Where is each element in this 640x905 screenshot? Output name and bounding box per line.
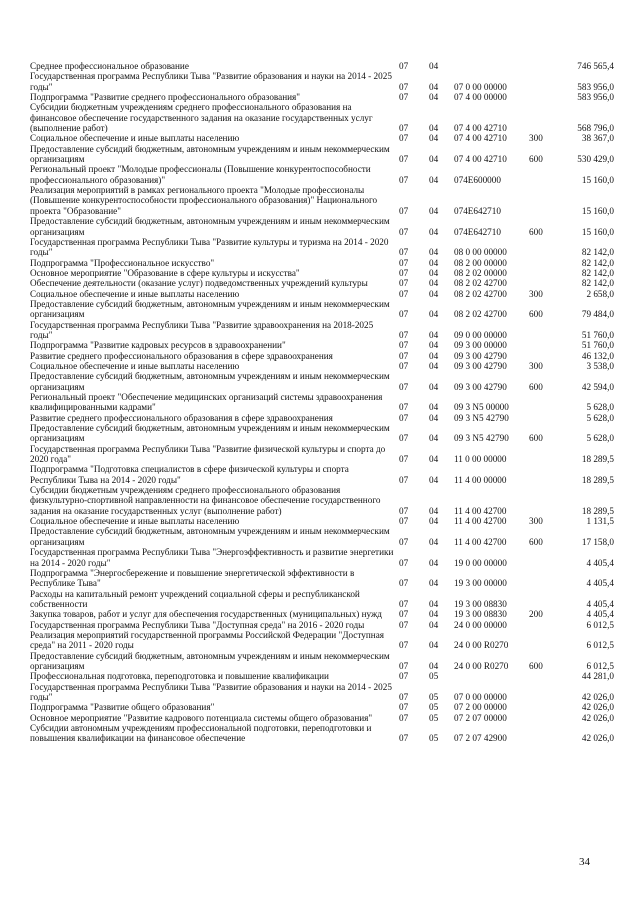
table-row bbox=[30, 526, 614, 547]
row-expense-type: 600 bbox=[529, 536, 543, 547]
table-row bbox=[30, 485, 614, 516]
row-target-article: 11 4 00 42700 bbox=[454, 536, 507, 547]
row-subsection-code: 04 bbox=[429, 133, 439, 144]
row-subsection-code: 04 bbox=[429, 402, 439, 413]
row-amount: 82 142,0 bbox=[581, 257, 614, 268]
row-expense-type bbox=[529, 620, 564, 630]
row-amount: 82 142,0 bbox=[581, 278, 614, 289]
row-subsection-code: 04 bbox=[429, 174, 439, 185]
row-amount: 5 628,0 bbox=[586, 433, 614, 444]
row-name: Региональный проект "Обеспечение медицинских организаций системы здравоохранения квалифицированными кадрами" bbox=[30, 392, 383, 413]
row-section-code: 07 bbox=[399, 505, 409, 516]
row-section-code: 07 bbox=[399, 660, 409, 671]
row-target-article: 19 3 00 00000 bbox=[454, 578, 507, 589]
row-name: Закупка товаров, работ и услуг для обеспечения государственных (муниципальных) нужд bbox=[30, 609, 382, 620]
row-name: Социальное обеспечение и иные выплаты населению bbox=[30, 516, 240, 527]
row-amount: 15 160,0 bbox=[581, 205, 614, 216]
row-name: Основное мероприятие "Развитие кадрового потенциала системы общего образования" bbox=[30, 712, 373, 723]
row-expense-type: 600 bbox=[529, 660, 543, 671]
row-name: Подпрограмма "Развитие общего образования" bbox=[30, 702, 215, 713]
row-name: Государственная программа Республики Тыва "Развитие образования и науки на 2014 - 2025 годы" bbox=[30, 71, 392, 92]
row-target-article: 24 0 00 R0270 bbox=[454, 660, 509, 671]
row-expense-type bbox=[529, 102, 564, 133]
table-row bbox=[30, 164, 614, 185]
row-name: Социальное обеспечение и иные выплаты населению bbox=[30, 360, 240, 371]
row-name: Региональный проект "Молодые профессионалы (Повышение конкурентоспособности профессионального образования)" bbox=[30, 164, 371, 185]
row-subsection-code: 04 bbox=[429, 640, 439, 651]
row-target-article: 19 0 00 00000 bbox=[454, 557, 507, 568]
row-subsection-code: 04 bbox=[429, 350, 439, 361]
row-amount: 6 012,5 bbox=[586, 640, 614, 651]
budget-table-body bbox=[30, 61, 614, 744]
row-section-code: 07 bbox=[399, 702, 409, 713]
table-row bbox=[30, 237, 614, 258]
row-subsection-code: 04 bbox=[429, 61, 439, 71]
row-subsection-code: 04 bbox=[429, 609, 439, 620]
row-section-code: 07 bbox=[399, 712, 409, 723]
row-subsection-code: 05 bbox=[429, 671, 439, 682]
table-row bbox=[30, 682, 614, 703]
row-section-code: 07 bbox=[399, 598, 409, 609]
row-name: Предоставление субсидий бюджетным, автономным учреждениям и иным некоммерческим организациям bbox=[30, 143, 390, 165]
row-subsection-code: 04 bbox=[429, 288, 439, 299]
row-amount: 3 538,0 bbox=[586, 360, 614, 371]
row-expense-type bbox=[529, 630, 564, 651]
row-target-article: 19 3 00 08830 bbox=[454, 598, 507, 609]
row-target-article: 08 0 00 00000 bbox=[454, 247, 507, 258]
table-row bbox=[30, 516, 614, 526]
row-name: Предоставление субсидий бюджетным, автономным учреждениям и иным некоммерческим организациям bbox=[30, 526, 390, 547]
row-section-code: 07 bbox=[399, 412, 409, 423]
row-amount: 6 012,5 bbox=[586, 660, 614, 671]
row-section-code: 07 bbox=[399, 205, 409, 216]
table-row bbox=[30, 351, 614, 361]
row-name: Развитие среднего профессионального образования в сфере здравоохранения bbox=[30, 350, 333, 361]
row-expense-type: 600 bbox=[529, 154, 543, 165]
row-subsection-code: 04 bbox=[429, 381, 439, 392]
row-expense-type bbox=[529, 723, 564, 744]
table-row bbox=[30, 723, 614, 744]
row-section-code: 07 bbox=[399, 671, 409, 682]
row-section-code: 07 bbox=[399, 309, 409, 320]
row-expense-type bbox=[529, 340, 564, 350]
row-subsection-code: 04 bbox=[429, 267, 439, 278]
row-amount: 38 367,0 bbox=[581, 133, 614, 144]
row-target-article: 07 4 00 42710 bbox=[454, 154, 507, 165]
row-name: Реализация мероприятий в рамках регионального проекта "Молодые профессионалы (Повышение конкурентоспособности профессионального образования)" Национального проекта "Образование" bbox=[30, 185, 378, 216]
row-expense-type bbox=[529, 278, 564, 288]
row-name: Социальное обеспечение и иные выплаты населению bbox=[30, 133, 240, 144]
row-section-code: 07 bbox=[399, 609, 409, 620]
row-section-code: 07 bbox=[399, 257, 409, 268]
row-section-code: 07 bbox=[399, 154, 409, 165]
row-amount: 15 160,0 bbox=[581, 174, 614, 185]
row-expense-type bbox=[529, 92, 564, 102]
table-row bbox=[30, 464, 614, 485]
row-name: Подпрограмма "Развитие кадровых ресурсов в здравоохранении" bbox=[30, 340, 286, 351]
row-name: Профессиональная подготовка, переподготовка и повышение квалификации bbox=[30, 671, 329, 682]
row-section-code: 07 bbox=[399, 360, 409, 371]
table-row bbox=[30, 620, 614, 630]
row-target-article: 07 2 00 00000 bbox=[454, 702, 507, 713]
row-expense-type bbox=[529, 713, 564, 723]
row-target-article: 11 4 00 42700 bbox=[454, 516, 507, 527]
table-row bbox=[30, 133, 614, 143]
row-section-code: 07 bbox=[399, 474, 409, 485]
row-subsection-code: 04 bbox=[429, 247, 439, 258]
row-subsection-code: 04 bbox=[429, 412, 439, 423]
row-expense-type bbox=[529, 547, 564, 568]
row-subsection-code: 04 bbox=[429, 81, 439, 92]
row-name: Предоставление субсидий бюджетным, автономным учреждениям и иным некоммерческим организациям bbox=[30, 298, 390, 320]
table-row bbox=[30, 713, 614, 723]
table-row bbox=[30, 361, 614, 371]
row-amount: 568 796,0 bbox=[577, 123, 614, 134]
row-section-code: 07 bbox=[399, 340, 409, 351]
table-row bbox=[30, 289, 614, 299]
row-section-code: 07 bbox=[399, 247, 409, 258]
row-section-code: 07 bbox=[399, 81, 409, 92]
row-target-article: 11 0 00 00000 bbox=[454, 454, 507, 465]
row-amount: 4 405,4 bbox=[586, 598, 614, 609]
row-amount: 4 405,4 bbox=[586, 609, 614, 620]
table-row bbox=[30, 547, 614, 568]
row-expense-type bbox=[529, 485, 564, 516]
row-section-code: 07 bbox=[399, 133, 409, 144]
row-name: Субсидии бюджетным учреждениям среднего профессионального образования физкультурно-спортивной направленности на финансовое обеспечение государственного задания на оказание государственных услуг (выполнение работ) bbox=[30, 485, 381, 516]
table-row bbox=[30, 371, 614, 392]
row-target-article: 09 3 N5 00000 bbox=[454, 402, 509, 413]
row-amount: 2 658,0 bbox=[586, 288, 614, 299]
row-amount: 82 142,0 bbox=[581, 247, 614, 258]
row-expense-type bbox=[529, 258, 564, 268]
row-amount: 42 026,0 bbox=[581, 691, 614, 702]
table-row bbox=[30, 320, 614, 341]
table-row bbox=[30, 589, 614, 610]
row-name: Предоставление субсидий бюджетным, автономным учреждениям и иным некоммерческим организациям bbox=[30, 371, 390, 392]
row-amount: 79 484,0 bbox=[581, 309, 614, 320]
row-subsection-code: 04 bbox=[429, 340, 439, 351]
row-section-code: 07 bbox=[399, 278, 409, 289]
row-expense-type: 200 bbox=[529, 609, 543, 620]
row-subsection-code: 05 bbox=[429, 691, 439, 702]
row-subsection-code: 04 bbox=[429, 309, 439, 320]
row-expense-type bbox=[529, 237, 564, 258]
row-name: Подпрограмма "Энергосбережение и повышение энергетической эффективности в Республике Тыва" bbox=[30, 567, 355, 589]
row-expense-type bbox=[529, 268, 564, 278]
table-row bbox=[30, 392, 614, 413]
table-row bbox=[30, 340, 614, 350]
row-section-code: 07 bbox=[399, 92, 409, 103]
row-name: Предоставление субсидий бюджетным, автономным учреждениям и иным некоммерческим организациям bbox=[30, 650, 390, 671]
row-amount: 46 132,0 bbox=[581, 350, 614, 361]
row-name: Социальное обеспечение и иные выплаты населению bbox=[30, 288, 240, 299]
row-section-code: 07 bbox=[399, 174, 409, 185]
row-name: Расходы на капитальный ремонт учреждений социальной сферы и республиканской собственности bbox=[30, 588, 360, 609]
row-expense-type bbox=[529, 702, 564, 712]
row-name: Подпрограмма "Профессиональное искусство" bbox=[30, 257, 215, 268]
row-target-article: 07 4 00 42710 bbox=[454, 133, 507, 144]
row-subsection-code: 05 bbox=[429, 733, 439, 744]
row-amount: 42 026,0 bbox=[581, 712, 614, 723]
row-section-code: 07 bbox=[399, 226, 409, 237]
row-subsection-code: 04 bbox=[429, 516, 439, 527]
row-name: Основное мероприятие "Образование в сфере культуры и искусства" bbox=[30, 267, 300, 278]
row-subsection-code: 04 bbox=[429, 660, 439, 671]
row-target-article: 24 0 00 R0270 bbox=[454, 640, 509, 651]
row-amount: 5 628,0 bbox=[586, 402, 614, 413]
row-section-code: 07 bbox=[399, 640, 409, 651]
table-row bbox=[30, 423, 614, 444]
row-amount: 51 760,0 bbox=[581, 340, 614, 351]
row-subsection-code: 04 bbox=[429, 619, 439, 630]
row-subsection-code: 04 bbox=[429, 329, 439, 340]
row-expense-type bbox=[529, 71, 564, 92]
row-name: Подпрограмма "Подготовка специалистов в сфере физической культуры и спорта Республики Тыва на 2014 - 2020 годы" bbox=[30, 464, 349, 485]
row-name: Субсидии бюджетным учреждениям среднего профессионального образования на финансовое обеспечение государственного задания на оказание государственных услуг (выполнение работ) bbox=[30, 102, 373, 134]
row-section-code: 07 bbox=[399, 454, 409, 465]
row-subsection-code: 05 bbox=[429, 712, 439, 723]
table-row bbox=[30, 71, 614, 92]
row-amount: 1 131,5 bbox=[586, 516, 614, 527]
row-amount: 4 405,4 bbox=[586, 578, 614, 589]
row-section-code: 07 bbox=[399, 123, 409, 134]
table-row bbox=[30, 216, 614, 237]
table-row bbox=[30, 92, 614, 102]
row-subsection-code: 04 bbox=[429, 557, 439, 568]
row-target-article: 09 3 00 42790 bbox=[454, 350, 507, 361]
row-target-article: 074E600000 bbox=[454, 174, 501, 185]
row-target-article: 08 2 02 00000 bbox=[454, 267, 507, 278]
row-expense-type bbox=[529, 568, 564, 589]
row-target-article: 07 4 00 42710 bbox=[454, 123, 507, 134]
row-amount: 17 158,0 bbox=[581, 536, 614, 547]
row-expense-type bbox=[529, 164, 564, 185]
row-name: Государственная программа Республики Тыва "Энергоэффективность и развитие энергетики на 2014 - 2020 годы" bbox=[30, 547, 394, 568]
row-section-code: 07 bbox=[399, 267, 409, 278]
row-target-article: 08 2 02 42700 bbox=[454, 288, 507, 299]
table-row bbox=[30, 568, 614, 589]
row-section-code: 07 bbox=[399, 433, 409, 444]
row-amount: 44 281,0 bbox=[581, 671, 614, 682]
row-section-code: 07 bbox=[399, 402, 409, 413]
row-target-article: 09 3 00 00000 bbox=[454, 340, 507, 351]
row-subsection-code: 04 bbox=[429, 598, 439, 609]
row-target-article: 08 2 02 42700 bbox=[454, 278, 507, 289]
row-subsection-code: 04 bbox=[429, 454, 439, 465]
row-target-article: 07 0 00 00000 bbox=[454, 691, 507, 702]
row-section-code: 07 bbox=[399, 733, 409, 744]
row-subsection-code: 04 bbox=[429, 92, 439, 103]
row-subsection-code: 04 bbox=[429, 278, 439, 289]
row-subsection-code: 05 bbox=[429, 702, 439, 713]
row-amount: 530 429,0 bbox=[577, 154, 614, 165]
row-section-code: 07 bbox=[399, 619, 409, 630]
row-amount: 42 026,0 bbox=[581, 702, 614, 713]
row-name: Реализация мероприятий государственной программы Российской Федерации "Доступная среда" на 2011 - 2020 годы bbox=[30, 629, 384, 651]
row-expense-type: 600 bbox=[529, 226, 543, 237]
row-target-article: 11 4 00 00000 bbox=[454, 474, 507, 485]
budget-table-region bbox=[30, 61, 614, 744]
row-target-article: 08 2 00 00000 bbox=[454, 257, 507, 268]
row-name: Развитие среднего профессионального образования в сфере здравоохранения bbox=[30, 412, 333, 423]
budget-table bbox=[30, 61, 614, 744]
row-section-code: 07 bbox=[399, 350, 409, 361]
row-target-article: 09 3 00 42790 bbox=[454, 360, 507, 371]
row-expense-type: 600 bbox=[529, 381, 543, 392]
row-expense-type: 600 bbox=[529, 309, 543, 320]
row-name: Государственная программа Республики Тыва "Развитие культуры и туризма на 2014 - 2020 годы" bbox=[30, 236, 389, 258]
row-amount: 51 760,0 bbox=[581, 329, 614, 340]
table-row bbox=[30, 102, 614, 133]
row-subsection-code: 04 bbox=[429, 474, 439, 485]
row-target-article: 09 3 N5 42790 bbox=[454, 412, 509, 423]
row-name: Обеспечение деятельности (оказание услуг) подведомственных учреждений культуры bbox=[30, 278, 368, 289]
table-row bbox=[30, 144, 614, 165]
table-row bbox=[30, 413, 614, 423]
row-expense-type bbox=[529, 464, 564, 485]
table-row bbox=[30, 268, 614, 278]
row-name: Подпрограмма "Развитие среднего профессионального образования" bbox=[30, 92, 301, 103]
row-target-article: 11 4 00 42700 bbox=[454, 505, 507, 516]
row-expense-type bbox=[529, 185, 564, 216]
row-amount: 4 405,4 bbox=[586, 557, 614, 568]
row-section-code: 07 bbox=[399, 536, 409, 547]
row-amount: 82 142,0 bbox=[581, 267, 614, 278]
row-amount: 18 289,5 bbox=[581, 454, 614, 465]
row-target-article: 07 2 07 42900 bbox=[454, 733, 507, 744]
row-subsection-code: 04 bbox=[429, 257, 439, 268]
table-row bbox=[30, 671, 614, 681]
row-target-article: 08 2 02 42700 bbox=[454, 309, 507, 320]
row-section-code: 07 bbox=[399, 288, 409, 299]
row-subsection-code: 04 bbox=[429, 578, 439, 589]
row-target-article bbox=[454, 671, 529, 681]
row-expense-type bbox=[529, 413, 564, 423]
row-name: Государственная программа Республики Тыва "Доступная среда" на 2016 - 2020 годы bbox=[30, 619, 365, 630]
row-expense-type: 300 bbox=[529, 133, 543, 144]
row-target-article: 07 2 07 00000 bbox=[454, 712, 507, 723]
row-subsection-code: 04 bbox=[429, 360, 439, 371]
table-row bbox=[30, 278, 614, 288]
row-expense-type: 300 bbox=[529, 516, 543, 527]
row-name: Субсидии автономным учреждениям профессиональной подготовки, переподготовки и повышения квалификации на финансовое обеспечение bbox=[30, 723, 372, 744]
row-expense-type bbox=[529, 61, 564, 71]
row-amount: 42 594,0 bbox=[581, 381, 614, 392]
table-row bbox=[30, 61, 614, 71]
row-target-article bbox=[454, 61, 529, 71]
row-subsection-code: 04 bbox=[429, 123, 439, 134]
row-target-article: 19 3 00 08830 bbox=[454, 609, 507, 620]
row-amount: 15 160,0 bbox=[581, 226, 614, 237]
row-name: Государственная программа Республики Тыва "Развитие здравоохранения на 2018-2025 годы" bbox=[30, 319, 374, 340]
row-section-code: 07 bbox=[399, 329, 409, 340]
row-expense-type: 300 bbox=[529, 360, 543, 371]
row-target-article: 074E642710 bbox=[454, 205, 501, 216]
row-section-code: 07 bbox=[399, 61, 409, 71]
row-name: Государственная программа Республики Тыва "Развитие физической культуры и спорта до 2020 года" bbox=[30, 443, 386, 465]
row-expense-type: 600 bbox=[529, 433, 543, 444]
row-section-code: 07 bbox=[399, 381, 409, 392]
row-subsection-code: 04 bbox=[429, 505, 439, 516]
row-section-code: 07 bbox=[399, 578, 409, 589]
row-expense-type bbox=[529, 392, 564, 413]
table-row bbox=[30, 651, 614, 672]
table-row bbox=[30, 299, 614, 320]
row-expense-type bbox=[529, 589, 564, 610]
row-expense-type bbox=[529, 682, 564, 703]
row-name: Среднее профессиональное образование bbox=[30, 61, 189, 71]
row-amount: 18 289,5 bbox=[581, 474, 614, 485]
page-number: 34 bbox=[579, 856, 590, 868]
row-amount: 6 012,5 bbox=[586, 619, 614, 630]
row-name: Предоставление субсидий бюджетным, автономным учреждениям и иным некоммерческим организациям bbox=[30, 423, 390, 444]
row-amount: 18 289,5 bbox=[581, 505, 614, 516]
row-target-article: 09 3 N5 42790 bbox=[454, 433, 509, 444]
table-row bbox=[30, 185, 614, 216]
row-subsection-code: 04 bbox=[429, 154, 439, 165]
row-target-article: 07 0 00 00000 bbox=[454, 81, 507, 92]
row-expense-type bbox=[529, 320, 564, 341]
row-amount: 746 565,4 bbox=[577, 61, 614, 71]
row-amount: 42 026,0 bbox=[581, 733, 614, 744]
row-amount: 583 956,0 bbox=[577, 92, 614, 103]
row-subsection-code: 04 bbox=[429, 536, 439, 547]
row-target-article: 24 0 00 00000 bbox=[454, 619, 507, 630]
row-subsection-code: 04 bbox=[429, 226, 439, 237]
row-expense-type bbox=[529, 444, 564, 465]
table-row bbox=[30, 609, 614, 619]
table-row bbox=[30, 702, 614, 712]
table-row bbox=[30, 258, 614, 268]
row-section-code: 07 bbox=[399, 691, 409, 702]
table-row bbox=[30, 444, 614, 465]
row-target-article: 07 4 00 00000 bbox=[454, 92, 507, 103]
row-amount: 583 956,0 bbox=[577, 81, 614, 92]
row-section-code: 07 bbox=[399, 557, 409, 568]
row-subsection-code: 04 bbox=[429, 205, 439, 216]
row-section-code: 07 bbox=[399, 516, 409, 527]
row-expense-type bbox=[529, 671, 564, 681]
row-name: Предоставление субсидий бюджетным, автономным учреждениям и иным некоммерческим организациям bbox=[30, 216, 390, 237]
row-expense-type: 300 bbox=[529, 288, 543, 299]
row-target-article: 09 0 00 00000 bbox=[454, 329, 507, 340]
row-target-article: 09 3 00 42790 bbox=[454, 381, 507, 392]
table-row bbox=[30, 630, 614, 651]
row-amount: 5 628,0 bbox=[586, 412, 614, 423]
row-name: Государственная программа Республики Тыва "Развитие образования и науки на 2014 - 2025 годы" bbox=[30, 681, 392, 702]
row-expense-type bbox=[529, 351, 564, 361]
row-subsection-code: 04 bbox=[429, 433, 439, 444]
row-target-article: 074E642710 bbox=[454, 226, 501, 237]
